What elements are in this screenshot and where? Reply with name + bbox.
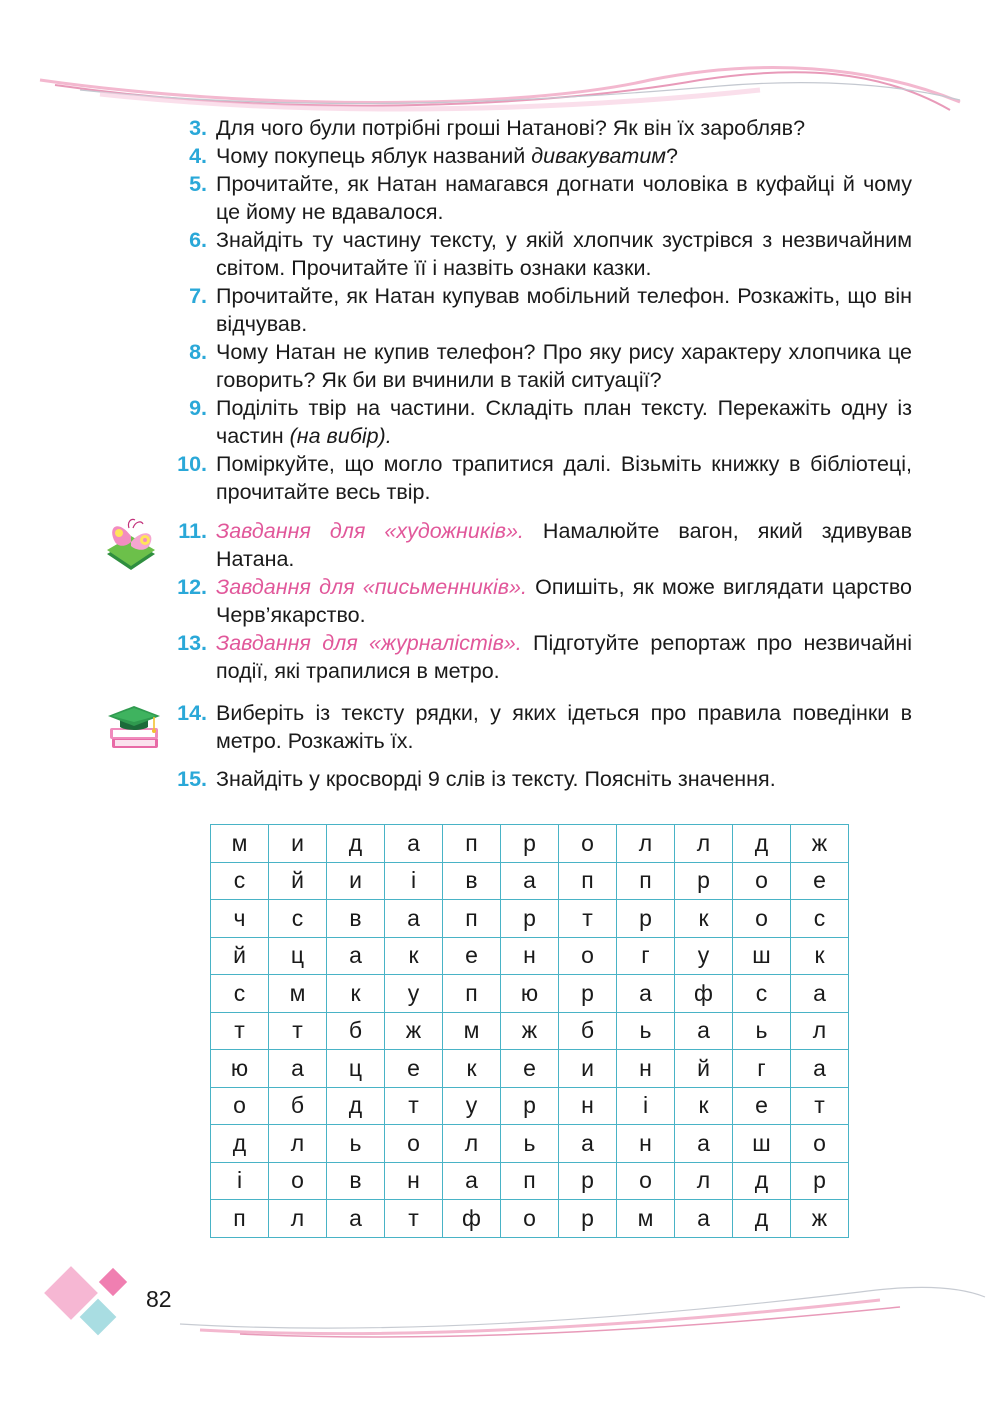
page-number: 82	[146, 1286, 172, 1312]
crossword-cell: ь	[327, 1125, 385, 1163]
question-item	[165, 574, 912, 629]
crossword-cell: к	[385, 937, 443, 975]
crossword-cell: о	[617, 1162, 675, 1200]
question-item	[165, 451, 912, 506]
question-number: 8.	[189, 340, 207, 364]
crossword-cell: т	[211, 1012, 269, 1050]
question-item	[165, 339, 912, 394]
crossword-cell: о	[559, 825, 617, 863]
crossword-cell: і	[211, 1162, 269, 1200]
question-item	[165, 115, 912, 143]
crossword-cell: т	[385, 1200, 443, 1238]
crossword-cell: ь	[617, 1012, 675, 1050]
crossword-row	[211, 1087, 849, 1125]
crossword-cell: б	[559, 1012, 617, 1050]
crossword-cell: д	[211, 1125, 269, 1163]
crossword-cell: а	[559, 1125, 617, 1163]
crossword-cell: н	[617, 1050, 675, 1088]
crossword-cell: к	[675, 900, 733, 938]
crossword-row	[211, 862, 849, 900]
crossword-row	[211, 1012, 849, 1050]
crossword-cell: н	[501, 937, 559, 975]
crossword-cell: ф	[675, 975, 733, 1013]
crossword-cell: а	[501, 862, 559, 900]
crossword-row	[211, 1125, 849, 1163]
crossword-cell: а	[327, 1200, 385, 1238]
crossword-cell: н	[385, 1162, 443, 1200]
graduation-cap-books-icon	[106, 700, 164, 754]
crossword-cell: ж	[385, 1012, 443, 1050]
crossword-cell: о	[559, 937, 617, 975]
crossword-cell: ш	[733, 937, 791, 975]
crossword-cell: д	[733, 825, 791, 863]
crossword-cell: р	[501, 900, 559, 938]
crossword-cell: п	[443, 825, 501, 863]
crossword-cell: м	[211, 825, 269, 863]
crossword-cell: о	[501, 1200, 559, 1238]
crossword-cell: а	[675, 1012, 733, 1050]
crossword-cell: р	[559, 1162, 617, 1200]
question-text	[216, 283, 912, 338]
crossword-cell: і	[385, 862, 443, 900]
crossword-row	[211, 900, 849, 938]
crossword-cell: л	[269, 1200, 327, 1238]
crossword-cell: м	[269, 975, 327, 1013]
question-text	[216, 339, 912, 394]
question-number: 11.	[178, 519, 207, 543]
question-number: 7.	[189, 284, 207, 308]
crossword-cell: с	[211, 862, 269, 900]
crossword-cell: л	[269, 1125, 327, 1163]
crossword-cell: ю	[501, 975, 559, 1013]
crossword-cell: ф	[443, 1200, 501, 1238]
crossword-cell: ж	[791, 1200, 849, 1238]
crossword-cell: б	[269, 1087, 327, 1125]
task-label: Завдання для «журналістів».	[216, 631, 522, 655]
crossword-cell: о	[791, 1125, 849, 1163]
crossword-cell: а	[617, 975, 675, 1013]
crossword-cell: с	[733, 975, 791, 1013]
crossword-cell: а	[791, 975, 849, 1013]
crossword-cell: р	[501, 1087, 559, 1125]
crossword-cell: и	[559, 1050, 617, 1088]
crossword-cell: б	[327, 1012, 385, 1050]
question-text	[216, 700, 912, 755]
question-text	[216, 143, 912, 171]
question-text-part: Поміркуйте, що могло трапитися далі. Візьміть книжку в бібліотеці, прочитайте весь твір.	[216, 452, 912, 504]
crossword-cell: р	[791, 1162, 849, 1200]
crossword-cell: й	[211, 937, 269, 975]
question-number: 14.	[177, 701, 207, 725]
crossword-cell: л	[675, 1162, 733, 1200]
crossword-cell: а	[443, 1162, 501, 1200]
question-text	[216, 395, 912, 450]
question-text-part: (на вибір).	[289, 423, 392, 448]
question-item	[165, 766, 912, 794]
crossword-cell: с	[211, 975, 269, 1013]
crossword-cell: л	[675, 825, 733, 863]
crossword-cell: н	[559, 1087, 617, 1125]
crossword-cell: у	[675, 937, 733, 975]
question-item	[165, 283, 912, 338]
crossword-cell: к	[675, 1087, 733, 1125]
crossword-cell: с	[791, 900, 849, 938]
crossword-cell: п	[617, 862, 675, 900]
question-text-part: Опишіть, як може виглядати царство Черв’якарство.	[216, 575, 912, 627]
crossword-cell: п	[443, 975, 501, 1013]
crossword-cell: у	[443, 1087, 501, 1125]
crossword-cell: в	[443, 862, 501, 900]
question-text-part: Прочитайте, як Натан намагався догнати чоловіка в куфайці й чому це йому не вдавалося.	[216, 172, 912, 224]
crossword-cell: м	[443, 1012, 501, 1050]
question-number: 12.	[177, 575, 207, 599]
crossword-cell: р	[559, 975, 617, 1013]
question-item	[165, 395, 912, 450]
crossword-cell: е	[501, 1050, 559, 1088]
crossword-cell: п	[559, 862, 617, 900]
crossword-cell: л	[443, 1125, 501, 1163]
question-number: 9.	[189, 396, 207, 420]
crossword-cell: р	[501, 825, 559, 863]
crossword-cell: к	[443, 1050, 501, 1088]
question-item	[165, 171, 912, 226]
question-text-part: Поділіть твір на частини. Складіть план тексту. Перекажіть одну із частин	[216, 396, 912, 448]
crossword-cell: о	[385, 1125, 443, 1163]
question-number: 13.	[177, 631, 207, 655]
question-item	[165, 630, 912, 685]
crossword-grid	[210, 824, 849, 1238]
crossword-cell: й	[269, 862, 327, 900]
crossword-cell: л	[791, 1012, 849, 1050]
crossword-cell: ш	[733, 1125, 791, 1163]
question-number: 5.	[189, 172, 207, 196]
crossword-row	[211, 825, 849, 863]
task-label: Завдання для «письменників».	[216, 575, 527, 599]
question-text-part: ?	[666, 144, 678, 168]
crossword-cell: о	[269, 1162, 327, 1200]
crossword-cell: ж	[501, 1012, 559, 1050]
question-number: 15.	[177, 767, 207, 791]
crossword-cell: п	[501, 1162, 559, 1200]
crossword-cell: в	[327, 1162, 385, 1200]
crossword-row	[211, 1162, 849, 1200]
question-number: 10.	[177, 452, 207, 476]
crossword-cell: н	[617, 1125, 675, 1163]
crossword-cell: о	[211, 1087, 269, 1125]
crossword-cell: ж	[791, 825, 849, 863]
crossword-cell: г	[617, 937, 675, 975]
crossword-cell: ц	[327, 1050, 385, 1088]
question-text-part: Для чого були потрібні гроші Натанові? Як він їх заробляв?	[216, 116, 806, 140]
question-text	[216, 227, 912, 282]
crossword-cell: ю	[211, 1050, 269, 1088]
crossword-cell: п	[443, 900, 501, 938]
crossword-cell: ц	[269, 937, 327, 975]
question-number: 3.	[189, 116, 207, 140]
crossword-cell: к	[327, 975, 385, 1013]
crossword-cell: р	[617, 900, 675, 938]
question-text	[216, 115, 912, 143]
crossword-row	[211, 1200, 849, 1238]
crossword-row	[211, 1050, 849, 1088]
crossword-cell: о	[733, 900, 791, 938]
butterfly-card-icon	[103, 516, 159, 578]
crossword-cell: т	[385, 1087, 443, 1125]
crossword-cell: а	[327, 937, 385, 975]
crossword-cell: а	[269, 1050, 327, 1088]
crossword-cell: ь	[501, 1125, 559, 1163]
crossword-cell: у	[385, 975, 443, 1013]
question-text	[216, 630, 912, 685]
crossword-cell: е	[733, 1087, 791, 1125]
crossword-row	[211, 975, 849, 1013]
crossword-cell: в	[327, 900, 385, 938]
question-item	[165, 518, 912, 573]
question-text	[216, 171, 912, 226]
crossword-cell: р	[675, 862, 733, 900]
crossword-cell: і	[617, 1087, 675, 1125]
crossword-cell: а	[675, 1125, 733, 1163]
question-number: 6.	[189, 228, 207, 252]
question-text	[216, 766, 912, 794]
question-text-part: Прочитайте, як Натан купував мобільний телефон. Розкажіть, що він відчував.	[216, 284, 912, 336]
crossword-cell: д	[327, 1087, 385, 1125]
question-text	[216, 574, 912, 629]
question-text-part: Знайдіть у кросворді 9 слів із тексту. Поясніть значення.	[216, 767, 776, 791]
crossword-cell: п	[211, 1200, 269, 1238]
crossword-cell: й	[675, 1050, 733, 1088]
crossword-cell: ь	[733, 1012, 791, 1050]
question-text-part: Чому Натан не купив телефон? Про яку рису характеру хлопчика це говорить? Як би ви вчинили в такій ситуації?	[216, 340, 912, 392]
crossword-cell: а	[791, 1050, 849, 1088]
crossword-cell: и	[269, 825, 327, 863]
question-number: 4.	[189, 144, 207, 168]
crossword-cell: а	[675, 1200, 733, 1238]
crossword-cell: д	[733, 1200, 791, 1238]
crossword-cell: а	[385, 825, 443, 863]
crossword-cell: и	[327, 862, 385, 900]
crossword-cell: о	[733, 862, 791, 900]
crossword-cell: л	[617, 825, 675, 863]
task-label: Завдання для «художників».	[216, 519, 524, 543]
crossword-cell: т	[269, 1012, 327, 1050]
crossword-cell: к	[791, 937, 849, 975]
crossword-cell: д	[327, 825, 385, 863]
question-text-part: Виберіть із тексту рядки, у яких ідеться про правила поведінки в метро. Розкажіть їх.	[216, 701, 912, 753]
question-text-part: Підготуйте репортаж про незвичайні події, які трапилися в метро.	[216, 631, 912, 683]
crossword-cell: е	[385, 1050, 443, 1088]
crossword-cell: д	[733, 1162, 791, 1200]
question-text-part: Чому покупець яблук названий	[216, 144, 532, 168]
question-text	[216, 518, 912, 573]
question-text	[216, 451, 912, 506]
crossword-cell: м	[617, 1200, 675, 1238]
crossword-cell: г	[733, 1050, 791, 1088]
crossword-cell: т	[791, 1087, 849, 1125]
question-text-part: дивакуватим	[531, 144, 667, 168]
crossword-cell: ч	[211, 900, 269, 938]
question-item	[165, 700, 912, 755]
crossword-cell: т	[559, 900, 617, 938]
crossword-cell: е	[443, 937, 501, 975]
crossword-row	[211, 937, 849, 975]
question-text-part: Знайдіть ту частину тексту, у якій хлопчик зустрівся з незвичайним світом. Прочитайте її і назвіть ознаки казки.	[216, 228, 912, 280]
crossword-cell: а	[385, 900, 443, 938]
question-text-part: Намалюйте вагон, який здивував Натана.	[216, 519, 912, 571]
question-item	[165, 227, 912, 282]
crossword-cell: р	[559, 1200, 617, 1238]
crossword-cell: е	[791, 862, 849, 900]
crossword-cell: с	[269, 900, 327, 938]
question-item	[165, 143, 912, 171]
